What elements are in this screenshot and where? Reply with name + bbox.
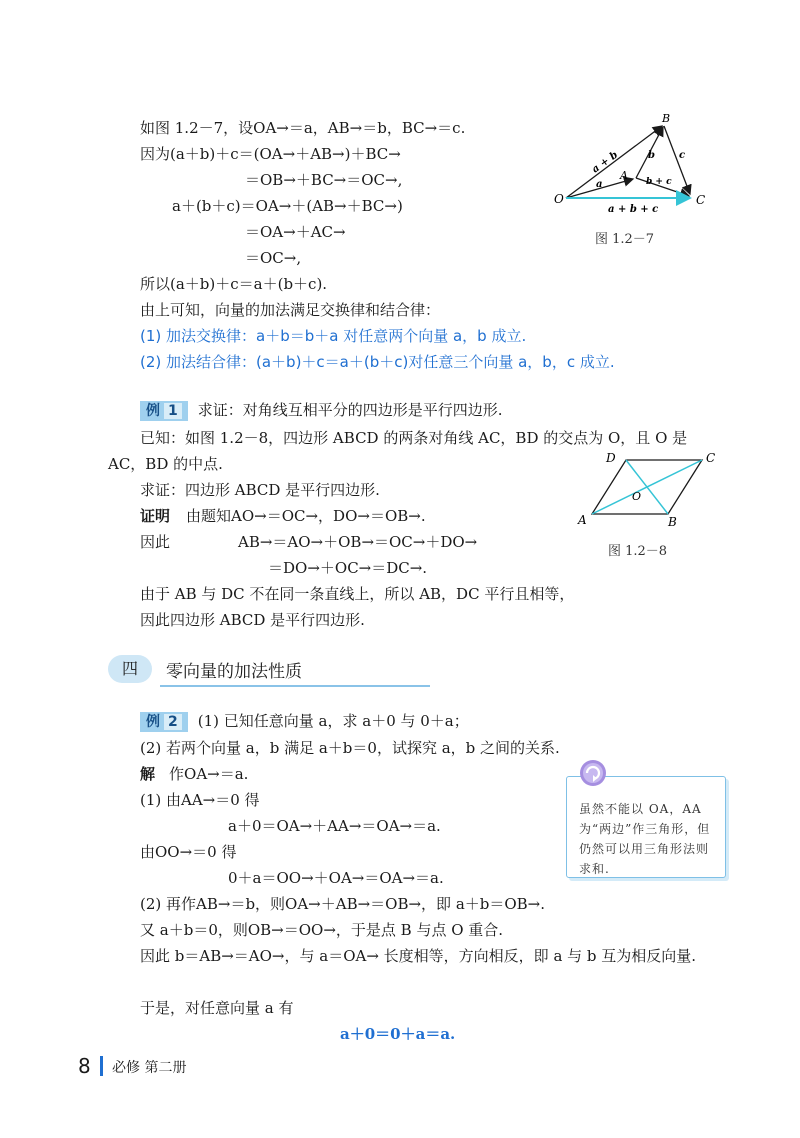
text-line: 于是，对任意向量 a 有 <box>140 999 294 1017</box>
text-line: (2) 若两个向量 a，b 满足 a＋b＝0，试探究 a，b 之间的关系. <box>140 739 560 757</box>
text-line: AC，BD 的中点. <box>108 455 223 473</box>
margin-note-text: 虽然不能以 OA，AA 为“两边”作三角形，但仍然可以用三角形法则求和. <box>579 802 711 876</box>
text-line: 求证：四边形 ABCD 是平行四边形. <box>140 481 380 499</box>
text-line: 因此 b＝AB→＝AO→，与 a＝OA→ 长度相等，方向相反，即 a 与 b 互为相反向量. <box>140 947 697 965</box>
section-heading <box>108 653 338 687</box>
text-line: 如图 1.2－7，设OA→＝a，AB→＝b，BC→＝c. <box>140 119 466 137</box>
text-line: 又 a＋b＝0，则OB→＝OO→，于是点 B 与点 O 重合. <box>140 921 504 939</box>
example-badge: 例 1 <box>140 401 188 421</box>
associative-law: (2) 加法结合律：(a＋b)＋c＝a＋(b＋c)对任意三个向量 a，b，c 成立. <box>140 353 615 371</box>
text-line: 0＋a＝OO→＋OA→＝OA→＝a. <box>228 869 444 887</box>
text-line: 因为(a＋b)＋c＝(OA→＋AB→)＋BC→ <box>140 145 401 163</box>
text-line: 已知：如图 1.2－8，四边形 ABCD 的两条对角线 AC，BD 的交点为 O，且 O 是 <box>140 429 688 447</box>
point-o-label: O <box>554 192 564 206</box>
section-number: 四 <box>108 655 152 683</box>
text-line: 所以(a＋b)＋c＝a＋(b＋c). <box>140 275 328 293</box>
proof-label: 证明 <box>140 507 171 525</box>
figure-caption: 图 1.2－7 <box>595 232 655 247</box>
point-c-label: C <box>706 451 716 465</box>
section-title: 零向量的加法性质 <box>166 662 302 682</box>
point-a-label: A <box>620 169 628 182</box>
figure-triangle-diagram <box>550 112 720 222</box>
section-underline <box>160 685 430 687</box>
label-a-plus-b-plus-c: a + b + c <box>608 204 659 215</box>
text-line: 由于 AB 与 DC 不在同一条直线上，所以 AB，DC 平行且相等， <box>140 585 575 603</box>
text-line: 因此四边形 ABCD 是平行四边形. <box>140 611 365 629</box>
label-b-plus-c: b + c <box>646 177 672 187</box>
figure-parallelogram-diagram <box>570 448 720 534</box>
point-b-label: B <box>662 112 671 125</box>
text-line: ＝OB→＋BC→＝OC→, <box>245 171 403 189</box>
text-line: AB→＝AO→＋OB→＝OC→＋DO→ <box>238 533 478 551</box>
label-b: b <box>648 150 655 161</box>
point-c-label: C <box>696 193 706 207</box>
point-d-label: D <box>606 451 616 465</box>
example-2-text: (1) 已知任意向量 a，求 a＋0 与 0＋a； <box>197 712 469 730</box>
key-result: a＋0＝0＋a＝a. <box>340 1025 456 1043</box>
diagonal-bd <box>626 460 668 514</box>
text-line: 因此 <box>140 533 171 551</box>
text-line: ＝DO→＋OC→＝DC→. <box>268 559 428 577</box>
text-line: (2) 再作AB→＝b，则OA→＋AB→＝OB→，即 a＋b＝OB→. <box>140 895 546 913</box>
example-2 <box>140 711 469 732</box>
footer-divider <box>100 1056 103 1076</box>
text-line: 解 作OA→＝a. <box>140 765 249 783</box>
text-line: 由上可知，向量的加法满足交换律和结合律： <box>140 301 441 319</box>
margin-note <box>566 776 726 878</box>
example-badge: 例 2 <box>140 712 188 732</box>
page-number: 8 <box>78 1054 91 1078</box>
text-line: ＝OA→＋AC→ <box>245 223 346 241</box>
figure-caption: 图 1.2－8 <box>608 544 668 559</box>
example-1 <box>140 400 503 421</box>
point-b-label: B <box>668 515 677 529</box>
text-line: (1) 由AA→＝0 得 <box>140 791 260 809</box>
text-line: 由OO→＝0 得 <box>140 843 237 861</box>
label-c: c <box>679 150 686 161</box>
label-a-plus-b: a + b <box>590 149 620 176</box>
book-title: 必修 第二册 <box>112 1060 187 1076</box>
text-line: a＋(b＋c)＝OA→＋(AB→＋BC→) <box>172 197 403 215</box>
commutative-law: (1) 加法交换律：a＋b＝b＋a 对任意两个向量 a，b 成立. <box>140 327 527 345</box>
solution-label: 解 <box>140 765 156 783</box>
text-line: 证明 由题知AO→＝OC→，DO→＝OB→. <box>140 507 426 525</box>
point-a-label: A <box>578 513 587 527</box>
point-o-label: O <box>632 490 642 503</box>
label-a: a <box>596 179 603 190</box>
refresh-icon <box>578 758 608 788</box>
text-line: a＋0＝OA→＋AA→＝OA→＝a. <box>228 817 441 835</box>
example-1-text: 求证：对角线互相平分的四边形是平行四边形. <box>197 401 503 419</box>
text-line: ＝OC→, <box>245 249 302 267</box>
